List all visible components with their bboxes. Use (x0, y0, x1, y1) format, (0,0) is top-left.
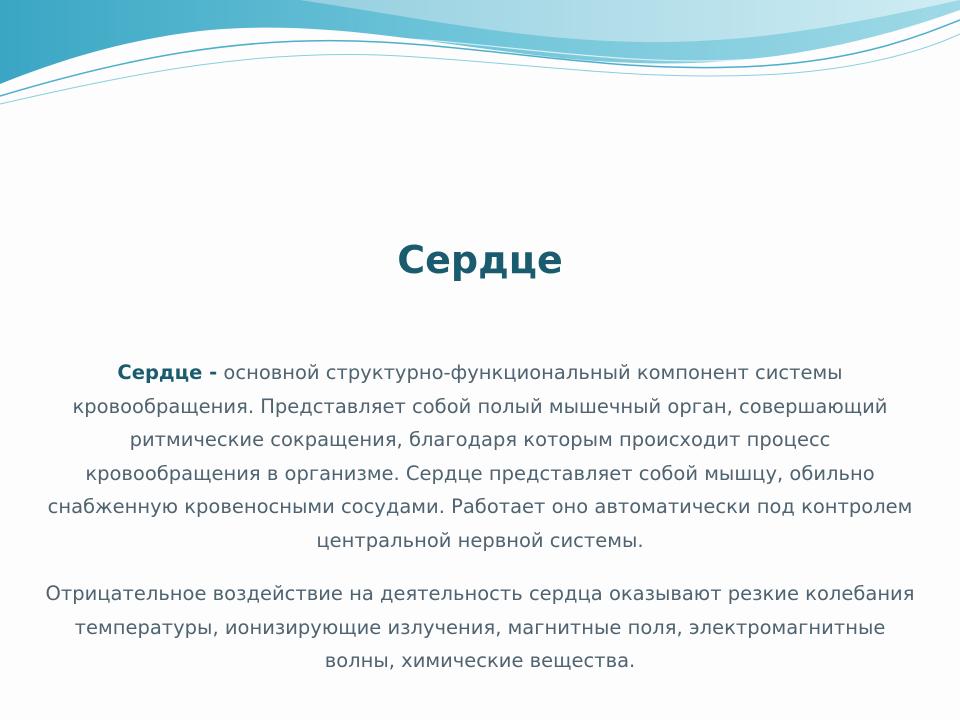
slide-body (40, 356, 920, 678)
term-label: Сердце - (117, 361, 218, 384)
slide-title: Сердце (397, 238, 563, 282)
definition-text: основной структурно-функциональный компонент системы кровообращения. Представляет собой полый мышечный орган, совершающий ритмические сокращения, благодаря которым происходит процесс кровообращения в организме. Сердце представляет собой мышцу, обильно снабженную кровеносными сосудами. Работает оно автоматически под контролем центральной нервной системы. (47, 361, 913, 552)
paragraph-definition (40, 356, 920, 557)
header-wave-decoration (0, 0, 960, 120)
paragraph-negative-effects: Отрицательное воздействие на деятельность сердца оказывают резкие колебания температуры, ионизирующие излучения, магнитные поля, электромагнитные волны, химические вещества. (45, 582, 915, 672)
